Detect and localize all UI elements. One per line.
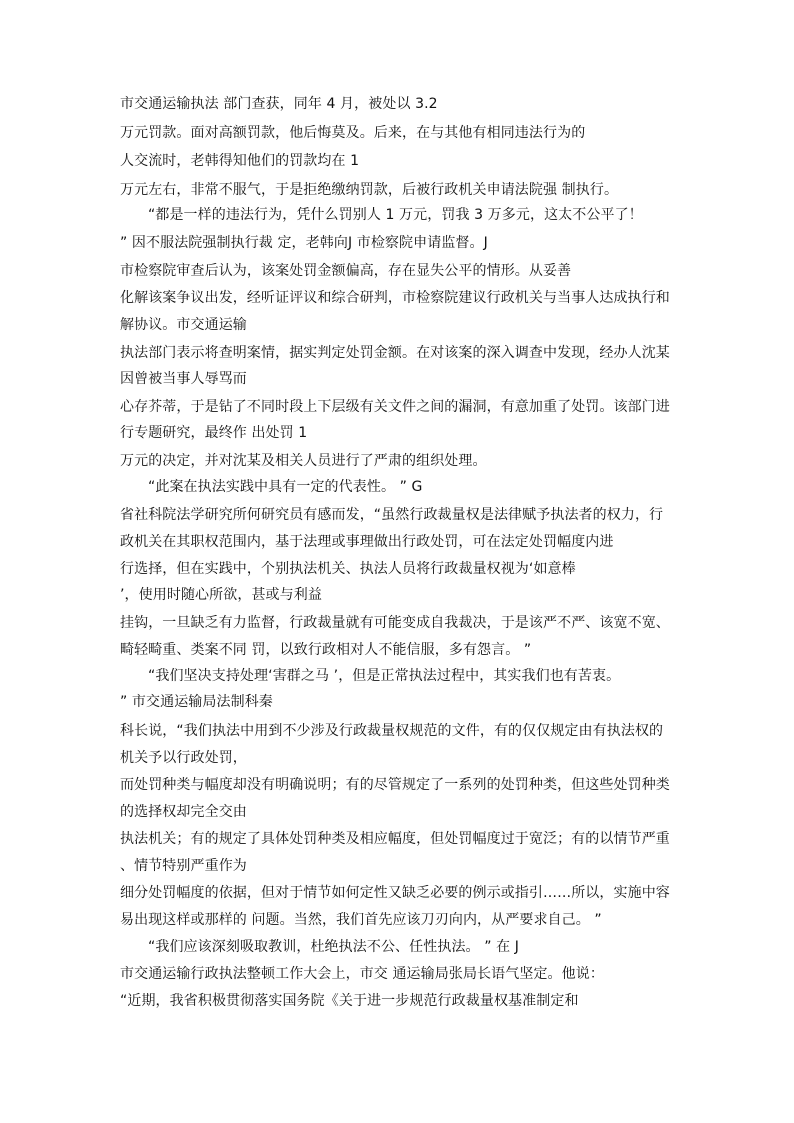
text-line: “近期，我省积极贯彻落实国务院《关于进一步规范行政裁量权基准制定和 (120, 993, 579, 1009)
text-line: “我们应该深刻吸取教训，杜绝执法不公、任性执法。 ” 在 J (148, 939, 519, 955)
text-line: “此案在执法实践中具有一定的代表性。 ” G (148, 479, 423, 495)
text-line: 机关予以行政处罚， (120, 750, 247, 766)
text-line: ’，使用时随心所欲，甚或与利益 (120, 587, 322, 603)
text-line: 市交通运输行政执法整顿工作大会上，市交 通运输局张局长语气坚定。他说： (120, 966, 604, 982)
text-line: 、情节特别严重作为 (120, 858, 247, 874)
text-line: 而处罚种类与幅度却没有明确说明；有的尽管规定了一系列的处罚种类，但这些处罚种类 (120, 777, 670, 793)
text-line: “我们坚决支持处理‘害群之马 ’，但是正常执法过程中，其实我们也有苦衷。 (148, 668, 621, 684)
text-line: 政机关在其职权范围内，基于法理或事理做出行政处罚，可在法定处罚幅度内进 (120, 534, 614, 550)
text-line: 人交流时，老韩得知他们的罚款均在 1 (120, 153, 360, 169)
text-line: 行专题研究，最终作 出处罚 1 (120, 425, 308, 441)
text-line: 挂钩，一旦缺乏有力监督，行政裁量就有可能变成自我裁决，于是该严不严、该宽不宽、 (120, 615, 670, 631)
text-line: 畸轻畸重、类案不同 罚，以致行政相对人不能信服，多有怨言。 ” (120, 642, 532, 658)
text-line: ” 因不服法院强制执行裁 定，老韩向J 市检察院申请监督。J (120, 235, 488, 251)
text-line: 化解该案争议出发，经听证评议和综合研判，市检察院建议行政机关与当事人达成执行和 (120, 290, 670, 306)
text-line: 万元的决定，并对沈某及相关人员进行了严肃的组织处理。 (120, 453, 487, 469)
text-line: 行选择，但在实践中，个别执法机关、执法人员将行政裁量权视为‘如意棒 (120, 561, 576, 577)
text-line: 心存芥蒂，于是钻了不同时段上下层级有关文件之间的漏洞，有意加重了处罚。该部门进 (120, 399, 670, 415)
text-line: 的选择权却完全交由 (120, 804, 247, 820)
text-line: 科长说，“我们执法中用到不少涉及行政裁量权规范的文件，有的仅仅规定由有执法权的 (120, 723, 664, 739)
text-line: “都是一样的违法行为，凭什么罚别人 1 万元，罚我 3 万多元，这太不公平了！ (148, 207, 643, 223)
text-line: 执法部门表示将查明案情，据实判定处罚金额。在对该案的深入调查中发现，经办人沈某 (120, 345, 670, 361)
text-line: ” 市交通运输局法制科秦 (120, 694, 273, 710)
text-line: 市检察院审查后认为，该案处罚金额偏高，存在显失公平的情形。从妥善 (120, 263, 572, 279)
text-line: 万元左右，非常不服气，于是拒绝缴纳罚款，后被行政机关申请法院强 制执行。 (120, 182, 619, 198)
text-line: 执法机关；有的规定了具体处罚种类及相应幅度，但处罚幅度过于宽泛；有的以情节严重 (120, 831, 670, 847)
text-line: 解协议。市交通运输 (120, 317, 247, 333)
text-line: 万元罚款。面对高额罚款，他后悔莫及。后来，在与其他有相同违法行为的 (120, 125, 586, 141)
text-line: 细分处罚幅度的依据，但对于情节如何定性又缺乏必要的例示或指引……所以，实施中容 (120, 885, 670, 901)
text-line: 因曾被当事人辱骂而 (120, 371, 247, 387)
text-line: 易出现这样或那样的 问题。当然，我们首先应该刀刃向内，从严要求自己。 ” (120, 912, 602, 928)
text-line: 省社科院法学研究所何研究员有感而发，“虽然行政裁量权是法律赋予执法者的权力，行 (120, 507, 664, 523)
text-line: 市交通运输执法 部门查获，同年 4 月，被处以 3.2 (120, 96, 438, 112)
